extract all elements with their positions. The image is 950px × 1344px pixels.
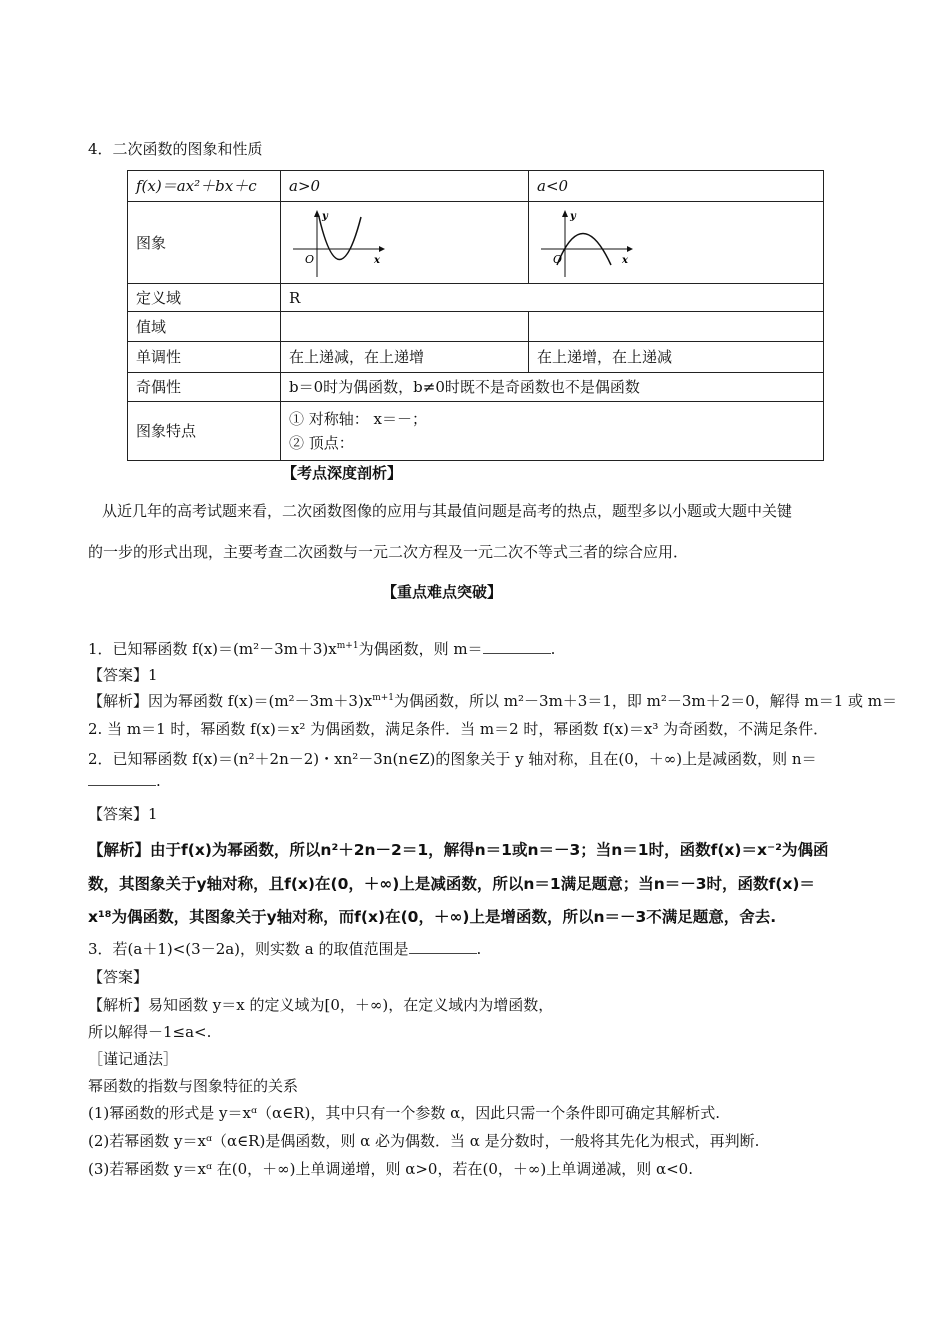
quadratic-properties-table bbox=[127, 170, 824, 461]
analysis-line-2: 的一步的形式出现，主要考查二次函数与一元二次方程及一元二次不等式三者的综合应用． bbox=[88, 543, 689, 561]
q1-answer: 【答案】1 bbox=[88, 666, 158, 684]
q1-question bbox=[88, 638, 555, 659]
q1-text-a: 1．已知幂函数 f(x)＝(m²－3m＋3)x bbox=[88, 640, 337, 658]
header-a-negative: a<0 bbox=[529, 171, 824, 202]
q2-explanation-1: 【解析】由于f(x)为幂函数，所以n²＋2n－2＝1，解得n＝1或n＝－3；当n＝1时，函数f(x)＝x⁻²为偶函 bbox=[88, 841, 829, 859]
y-axis-arrow bbox=[562, 210, 568, 217]
header-function: f(x)＝ax²＋bx＋c bbox=[128, 171, 281, 202]
q2-explanation-2: 数，其图象关于y轴对称，且f(x)在(0，＋∞)上是减函数，所以n＝1满足题意；当n＝－3时，函数f(x)＝ bbox=[88, 875, 815, 893]
feature-vertex: ② 顶点： bbox=[289, 434, 354, 452]
y-label: y bbox=[322, 210, 328, 222]
table-header-row bbox=[128, 171, 824, 202]
features-cell bbox=[281, 402, 824, 461]
q3-answer-blank[interactable] bbox=[409, 939, 477, 954]
q3-explanation-1: 【解析】易知函数 y＝x 的定义域为[0，＋∞)，在定义域内为增函数， bbox=[88, 996, 554, 1014]
q1-expl-b: 为偶函数，所以 m²－3m＋3＝1，即 m²－3m＋2＝0，解得 m＝1 或 m＝ bbox=[394, 692, 898, 710]
table-row-graph bbox=[128, 202, 824, 284]
range-pos-cell bbox=[281, 312, 529, 342]
q2-dot: . bbox=[156, 772, 161, 790]
y-label: y bbox=[570, 210, 576, 222]
method-item-2: (2)若幂函数 y＝xᵅ（α∈R)是偶函数，则 α 必为偶数．当 α 是分数时，一般将其先化为根式，再判断. bbox=[88, 1132, 760, 1150]
graph-cell-downward bbox=[529, 202, 824, 284]
x-axis-arrow bbox=[627, 246, 633, 252]
table-row-monotonic bbox=[128, 342, 824, 373]
row-label-range: 值域 bbox=[128, 312, 281, 342]
row-label-domain: 定义域 bbox=[128, 284, 281, 312]
heading-analysis: 【考点深度剖析】 bbox=[282, 464, 403, 482]
q2-explanation-3: x¹⁸为偶函数，其图象关于y轴对称，而f(x)在(0，＋∞)上是增函数，所以n＝－3不满足题意，舍去. bbox=[88, 908, 777, 926]
x-label: x bbox=[622, 254, 628, 266]
range-neg-cell bbox=[529, 312, 824, 342]
parabola-curve bbox=[319, 217, 361, 260]
table-row-domain bbox=[128, 284, 824, 312]
table-row-features bbox=[128, 402, 824, 461]
origin-label: O bbox=[305, 252, 315, 266]
q3-answer: 【答案】 bbox=[88, 968, 149, 986]
parity-value: b＝0时为偶函数，b≠0时既不是奇函数也不是偶函数 bbox=[281, 373, 824, 402]
x-label: x bbox=[374, 254, 380, 266]
heading-key-points: 【重点难点突破】 bbox=[382, 583, 503, 601]
row-label-parity: 奇偶性 bbox=[128, 373, 281, 402]
method-subtitle: 幂函数的指数与图象特征的关系 bbox=[88, 1077, 299, 1095]
origin-label: O bbox=[553, 252, 563, 266]
q1-answer-blank[interactable] bbox=[483, 639, 551, 654]
q1-text-b: 为偶函数，则 m＝ bbox=[358, 640, 483, 658]
q1-explanation-1 bbox=[88, 690, 897, 711]
graph-cell-upward bbox=[281, 202, 529, 284]
q3-explanation-2: 所以解得－1≤a<. bbox=[88, 1023, 212, 1041]
row-label-graph: 图象 bbox=[128, 202, 281, 284]
method-item-1: (1)幂函数的形式是 y＝xᵅ（α∈R)，其中只有一个参数 α，因此只需一个条件即可确定其解析式. bbox=[88, 1104, 720, 1122]
q1-text-c: . bbox=[550, 640, 556, 658]
table-row-range bbox=[128, 312, 824, 342]
q1-exponent: m+1 bbox=[336, 641, 359, 651]
method-item-3: (3)若幂函数 y＝xᵅ 在(0，＋∞)上单调递增，则 α>0，若在(0，＋∞)上单调递减，则 α<0. bbox=[88, 1160, 693, 1178]
method-title: ［谨记通法］ bbox=[88, 1050, 179, 1068]
q2-question: 2．已知幂函数 f(x)＝(n²＋2n－2)・xn²－3n(n∈Z)的图象关于 y 轴对称，且在(0，＋∞)上是减函数，则 n＝ bbox=[88, 750, 817, 768]
q1-expl-exponent: m+1 bbox=[372, 693, 395, 703]
q3-question bbox=[88, 938, 481, 959]
analysis-line-1: 从近几年的高考试题来看，二次函数图像的应用与其最值问题是高考的热点，题型多以小题或大题中关键 bbox=[102, 502, 793, 520]
q2-answer: 【答案】1 bbox=[88, 805, 158, 823]
q1-explanation-2: 2. 当 m＝1 时，幂函数 f(x)＝x² 为偶函数，满足条件．当 m＝2 时，幂函数 f(x)＝x³ 为奇函数，不满足条件． bbox=[88, 720, 829, 738]
q2-answer-blank[interactable] bbox=[88, 771, 156, 786]
y-axis-arrow bbox=[314, 210, 320, 217]
feature-axis: ① 对称轴： x＝－； bbox=[289, 410, 427, 428]
q1-expl-a: 【解析】因为幂函数 f(x)＝(m²－3m＋3)x bbox=[88, 692, 373, 710]
upward-parabola-graph bbox=[289, 207, 389, 279]
row-label-features: 图象特点 bbox=[128, 402, 281, 461]
q3-text-a: 3．若(a＋1)<(3－2a)，则实数 a 的取值范围是 bbox=[88, 940, 409, 958]
q2-blank-line bbox=[88, 771, 161, 790]
q3-text-b: . bbox=[476, 940, 482, 958]
domain-value: R bbox=[281, 284, 824, 312]
downward-parabola-graph bbox=[537, 207, 637, 279]
header-a-positive: a>0 bbox=[281, 171, 529, 202]
x-axis-arrow bbox=[379, 246, 385, 252]
monotonic-neg: 在上递增，在上递减 bbox=[529, 342, 824, 373]
monotonic-pos: 在上递减，在上递增 bbox=[281, 342, 529, 373]
table-row-parity bbox=[128, 373, 824, 402]
row-label-monotonic: 单调性 bbox=[128, 342, 281, 373]
section-title: 4．二次函数的图象和性质 bbox=[88, 140, 263, 158]
